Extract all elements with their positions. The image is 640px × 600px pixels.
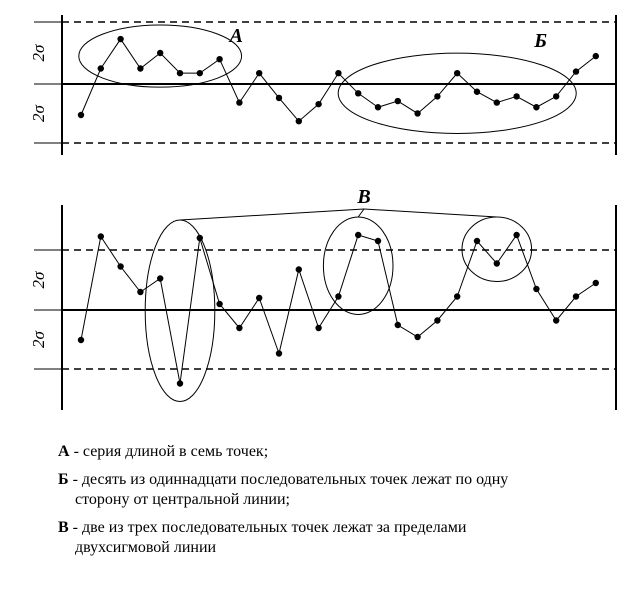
ellipse-b <box>338 53 576 133</box>
data-point <box>375 104 381 110</box>
label-a: А <box>229 25 243 47</box>
data-point <box>236 99 242 105</box>
data-point <box>355 232 361 238</box>
leader-line <box>364 209 497 217</box>
data-point <box>533 104 539 110</box>
data-point <box>454 70 460 76</box>
data-point <box>78 112 84 118</box>
data-point <box>117 263 123 269</box>
data-point <box>533 286 539 292</box>
data-point <box>454 293 460 299</box>
ellipse-v-2 <box>323 217 393 315</box>
data-point <box>137 65 143 71</box>
data-point <box>395 322 401 328</box>
legend-continuation-c: двухсигмовой линии <box>75 539 217 556</box>
data-point <box>335 70 341 76</box>
legend-item-a <box>58 442 618 462</box>
data-point <box>177 380 183 386</box>
data-point <box>157 275 163 281</box>
data-point <box>236 325 242 331</box>
data-point <box>197 70 203 76</box>
data-point <box>256 70 262 76</box>
sigma-label-lower: 2σ <box>28 331 48 348</box>
data-point <box>513 232 519 238</box>
chart-bottom <box>29 186 616 410</box>
data-point <box>256 295 262 301</box>
data-point <box>177 70 183 76</box>
data-point <box>216 301 222 307</box>
legend-text-a: - серия длиной в семь точек; <box>69 443 269 460</box>
data-point <box>553 317 559 323</box>
data-point <box>494 260 500 266</box>
data-point <box>593 280 599 286</box>
legend <box>58 442 618 566</box>
data-point <box>573 293 579 299</box>
data-point <box>276 350 282 356</box>
data-point <box>315 325 321 331</box>
data-point <box>494 99 500 105</box>
data-point <box>296 118 302 124</box>
legend-letter-b: Б <box>58 471 69 488</box>
data-point <box>335 293 341 299</box>
legend-letter-c: В <box>58 519 69 536</box>
data-point <box>216 56 222 62</box>
data-point <box>98 233 104 239</box>
legend-letter-a: А <box>58 443 70 460</box>
data-point <box>474 89 480 95</box>
legend-item-b <box>58 470 618 510</box>
data-point <box>117 36 123 42</box>
data-point <box>593 53 599 59</box>
data-point <box>98 65 104 71</box>
data-point <box>276 95 282 101</box>
leader-line <box>180 209 364 220</box>
legend-text-c: - две из трех последовательных точек лежат за пределами <box>68 519 467 536</box>
data-point <box>414 334 420 340</box>
data-point <box>573 68 579 74</box>
legend-text-b: - десять из одиннадцати последовательных точек лежат по одну <box>68 471 509 488</box>
chart-top <box>29 15 616 155</box>
data-point <box>513 93 519 99</box>
label-v: В <box>357 186 371 208</box>
data-point <box>137 289 143 295</box>
data-point <box>296 266 302 272</box>
legend-continuation-b: сторону от центральной линии; <box>75 491 290 508</box>
legend-item-c <box>58 518 618 558</box>
sigma-label-upper: 2σ <box>28 271 48 289</box>
data-point <box>474 238 480 244</box>
data-point <box>375 238 381 244</box>
leader-line <box>358 209 364 217</box>
data-point <box>78 337 84 343</box>
label-b: Б <box>534 30 547 52</box>
data-point <box>553 93 559 99</box>
sigma-label-lower: 2σ <box>28 105 48 122</box>
data-point <box>414 110 420 116</box>
sigma-label-upper: 2σ <box>28 44 48 62</box>
data-point <box>157 50 163 56</box>
data-point <box>434 317 440 323</box>
data-point <box>395 98 401 104</box>
data-point <box>315 101 321 107</box>
data-point <box>355 90 361 96</box>
data-point <box>434 93 440 99</box>
